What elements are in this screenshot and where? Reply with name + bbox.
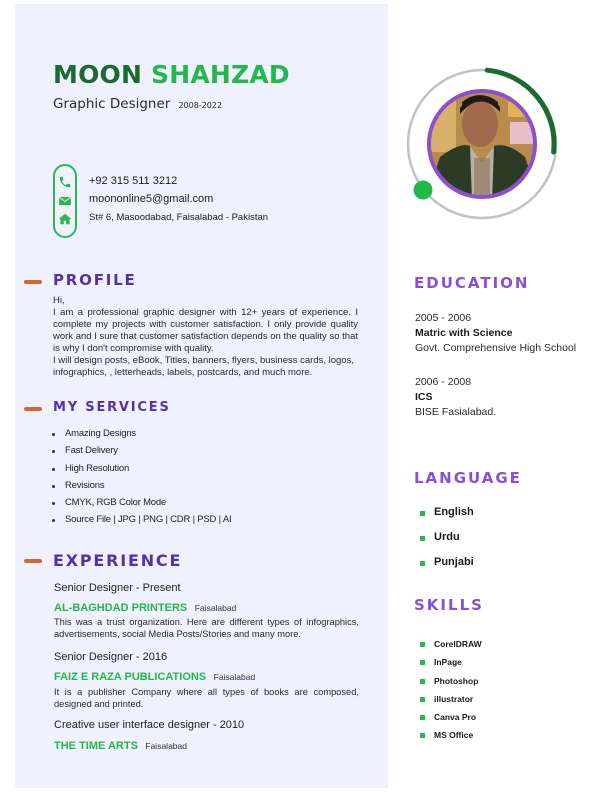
- company-location: Faisalabad: [145, 741, 187, 751]
- job-description: It is a publisher Company where all types of books are composed, designed and printed.: [54, 687, 359, 709]
- education-entry: [415, 311, 576, 356]
- language-heading: LANGUAGE: [414, 469, 522, 487]
- profile-text: [53, 295, 358, 379]
- company-name: AL-BAGHDAD PRINTERS: [54, 602, 188, 614]
- list-item: High Resolution: [52, 463, 231, 480]
- home-icon: [58, 212, 72, 226]
- job-role: Senior Designer - 2016: [54, 651, 168, 663]
- experience-dash: [24, 559, 42, 563]
- job-company-line: [54, 736, 187, 754]
- role-text: Graphic Designer: [53, 96, 171, 112]
- first-name: MOON: [53, 60, 143, 89]
- list-item: Fast Delivery: [52, 445, 231, 462]
- list-item: Punjabi: [420, 556, 474, 581]
- skills-heading: SKILLS: [414, 596, 484, 614]
- list-item: illustrator: [420, 694, 482, 712]
- list-item: Revisions: [52, 480, 231, 497]
- mail-icon: [58, 194, 72, 208]
- last-name: SHAHZAD: [151, 60, 290, 89]
- list-item: MS Office: [420, 730, 482, 748]
- company-name: THE TIME ARTS: [54, 740, 138, 752]
- company-location: Faisalabad: [194, 603, 237, 613]
- experience-heading: EXPERIENCE: [53, 551, 183, 570]
- email-address: moononline5@gmail.com: [89, 193, 214, 205]
- postal-address: St# 6, Masoodabad, Faisalabad - Pakistan: [89, 212, 269, 223]
- education-years: 2006 - 2008: [415, 376, 472, 388]
- job-company-line: [54, 598, 236, 616]
- skills-list: [420, 639, 482, 749]
- job-title: [53, 93, 222, 112]
- education-degree: Matric with Science: [415, 327, 513, 339]
- list-item: Source File | JPG | PNG | CDR | PSD | AI: [52, 514, 231, 531]
- profile-paragraph-2: I will design posts, eBook, Titles, banners, flyers, business cards, logos, infographics, , letterheads, labels, postcards, and much more.: [53, 355, 354, 378]
- list-item: Photoshop: [420, 676, 482, 694]
- list-item: CorelDRAW: [420, 639, 482, 657]
- education-institute: Govt. Comprehensive High School: [415, 342, 577, 354]
- job-company-line: [54, 667, 255, 685]
- education-years: 2005 - 2006: [415, 312, 472, 324]
- education-entry: [415, 375, 496, 420]
- list-item: InPage: [420, 657, 482, 675]
- job-description: This was a trust organization. Here are different types of infographics, advertisements, social Media Posts/Stories and many more.: [54, 617, 359, 639]
- education-institute: BISE Fasialabad.: [415, 406, 497, 418]
- profile-photo-frame: [400, 62, 565, 227]
- years-text: 2008-2022: [178, 101, 223, 110]
- phone-number: +92 315 511 3212: [89, 175, 178, 187]
- education-heading: EDUCATION: [414, 274, 530, 292]
- job-role: Creative user interface designer - 2010: [54, 719, 245, 731]
- profile-greeting: Hi,: [53, 295, 65, 306]
- services-heading: MY SERVICES: [53, 400, 171, 415]
- services-dash: [24, 407, 42, 411]
- job-role: Senior Designer - Present: [54, 582, 181, 594]
- full-name: [53, 60, 290, 89]
- company-location: Faisalabad: [213, 672, 256, 682]
- services-list: [52, 428, 231, 532]
- education-degree: ICS: [415, 391, 433, 403]
- list-item: Amazing Designs: [52, 428, 231, 445]
- profile-dash: [24, 280, 42, 284]
- profile-paragraph-1: I am a professional graphic designer with 12+ years of experience. I complete my projects with customer satisfaction. I only provide quality work and I sure that customer satisfaction depends on the quality so that is why I don't compromise with quality.: [53, 307, 358, 354]
- profile-heading: PROFILE: [53, 271, 137, 289]
- list-item: CMYK, RGB Color Mode: [52, 497, 231, 514]
- phone-icon: [58, 175, 72, 189]
- language-list: [420, 506, 474, 581]
- list-item: Urdu: [420, 531, 474, 556]
- list-item: Canva Pro: [420, 712, 482, 730]
- company-name: FAIZ E RAZA PUBLICATIONS: [54, 671, 207, 683]
- list-item: English: [420, 506, 474, 531]
